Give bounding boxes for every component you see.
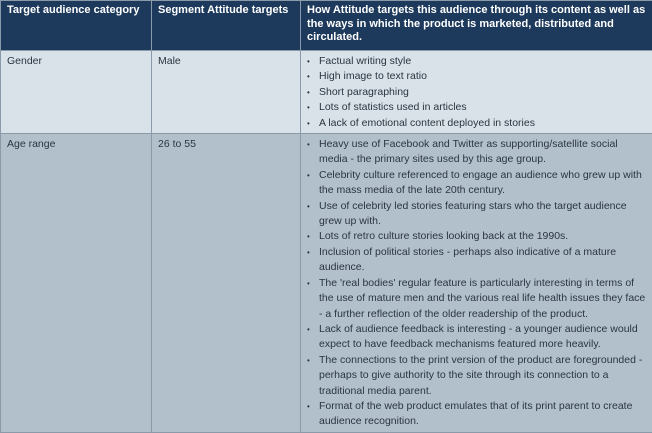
row-bullets — [301, 51, 652, 134]
header-segment: Segment Attitude targets — [152, 1, 301, 51]
list-item — [305, 69, 646, 84]
list-item — [305, 399, 646, 430]
bullet-icon: • — [307, 168, 310, 183]
list-item-text: Lots of statistics used in articles — [319, 101, 467, 113]
list-item — [305, 137, 646, 168]
list-item-text: Lack of audience feedback is interesting - a younger audience would expect to have feedback mechanisms featured more heavily. — [319, 323, 638, 350]
list-item — [305, 168, 646, 199]
bullet-icon: • — [307, 137, 310, 152]
bullet-icon: • — [307, 353, 310, 368]
list-item-text: Format of the web product emulates that of its print parent to create audience recognition. — [319, 400, 632, 427]
list-item-text: The 'real bodies' regular feature is particularly interesting in terms of the use of mature men and the various real life health issues they face - a further reflection of the older readership of the product. — [319, 277, 645, 320]
table-row-age-range — [1, 134, 652, 433]
list-item — [305, 199, 646, 230]
bullet-icon: • — [307, 85, 310, 100]
bullet-icon: • — [307, 199, 310, 214]
bullet-icon: • — [307, 116, 310, 131]
bullet-list — [305, 54, 646, 131]
bullet-icon: • — [307, 69, 310, 84]
list-item-text: Celebrity culture referenced to engage an audience who grew up with the mass media of the late 20th century. — [319, 169, 642, 196]
list-item-text: Inclusion of political stories - perhaps also indicative of a mature audience. — [319, 246, 616, 273]
list-item-text: Short paragraphing — [319, 86, 409, 98]
header-how: How Attitude targets this audience through its content as well as the ways in which the product is marketed, distributed and circulated. — [301, 1, 652, 51]
list-item-text: A lack of emotional content deployed in stories — [319, 117, 535, 129]
list-item — [305, 229, 646, 244]
row-category: Age range — [1, 134, 152, 433]
table-row-gender — [1, 51, 652, 134]
list-item-text: Heavy use of Facebook and Twitter as supporting/satellite social media - the primary sites used by this age group. — [319, 138, 618, 165]
row-category: Gender — [1, 51, 152, 134]
bullet-icon: • — [307, 276, 310, 291]
bullet-icon: • — [307, 322, 310, 337]
bullet-list — [305, 137, 646, 430]
bullet-icon: • — [307, 54, 310, 69]
list-item — [305, 116, 646, 131]
row-target: Male — [152, 51, 301, 134]
bullet-icon: • — [307, 229, 310, 244]
list-item — [305, 276, 646, 322]
list-item — [305, 245, 646, 276]
header-category: Target audience category — [1, 1, 152, 51]
list-item-text: The connections to the print version of the product are foregrounded - perhaps to give authority to the site through its connection to a traditional media parent. — [319, 354, 642, 397]
list-item-text: Use of celebrity led stories featuring stars who the target audience grew up with. — [319, 200, 627, 227]
list-item — [305, 54, 646, 69]
list-item-text: Lots of retro culture stories looking back at the 1990s. — [319, 230, 568, 242]
row-bullets — [301, 134, 652, 433]
list-item-text: High image to text ratio — [319, 70, 427, 82]
header-row — [1, 1, 652, 51]
list-item — [305, 353, 646, 399]
list-item-text: Factual writing style — [319, 55, 411, 67]
bullet-icon: • — [307, 100, 310, 115]
bullet-icon: • — [307, 245, 310, 260]
list-item — [305, 322, 646, 353]
list-item — [305, 100, 646, 115]
list-item — [305, 85, 646, 100]
bullet-icon: • — [307, 399, 310, 414]
row-target: 26 to 55 — [152, 134, 301, 433]
